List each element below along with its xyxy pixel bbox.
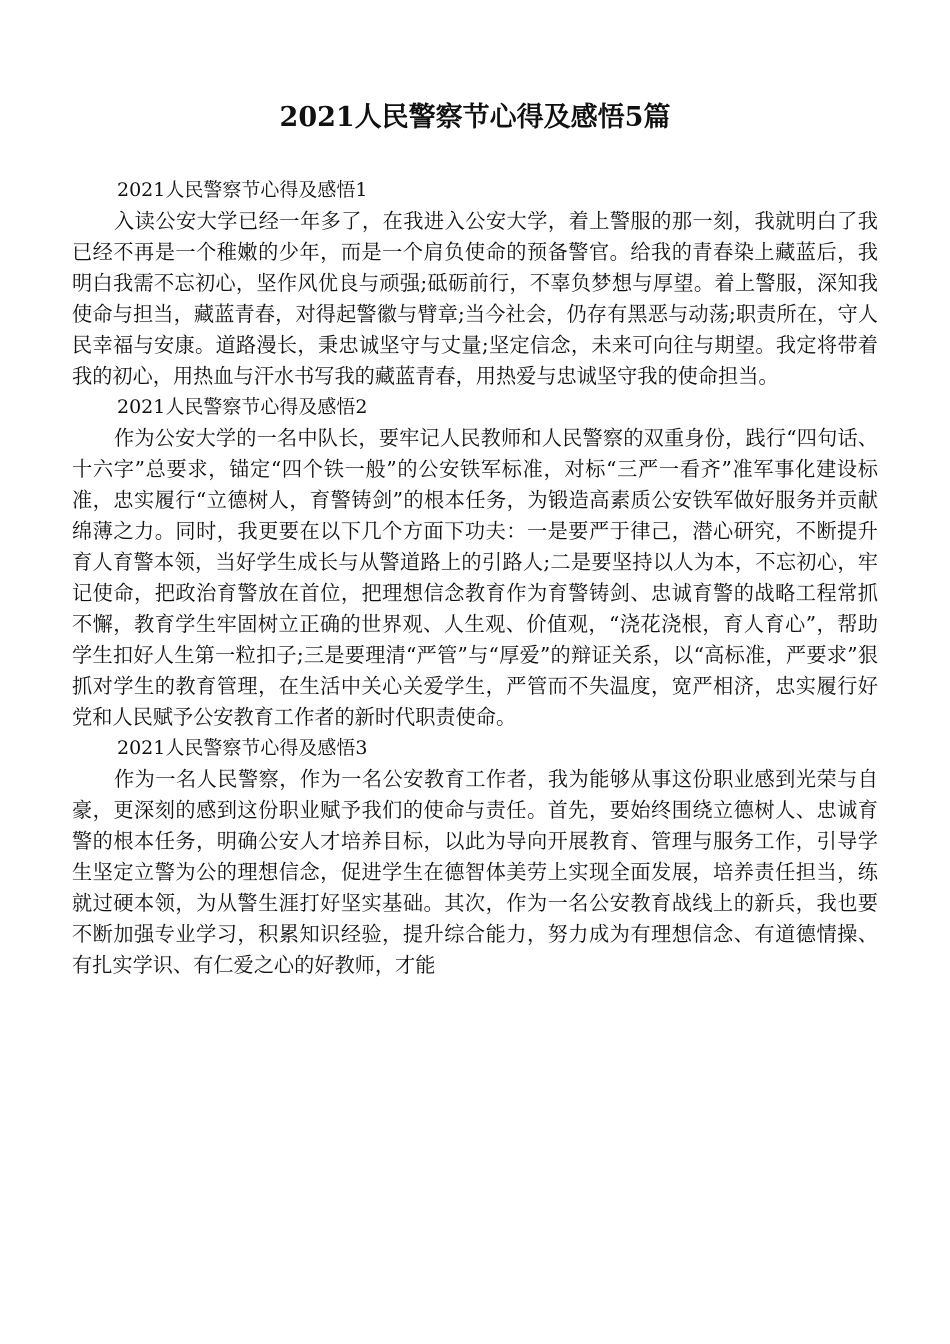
section-heading: 2021人民警察节心得及感悟1 xyxy=(117,179,368,201)
section-3 xyxy=(72,733,878,981)
section-paragraph: 作为一名人民警察，作为一名公安教育工作者，我为能够从事这份职业感到光荣与自豪，更深刻的感到这份职业赋予我们的使命与责任。首先，要始终围绕立德树人、忠诚育警的根本任务，明确公安人才培养目标，以此为导向开展教育、管理与服务工作，引导学生坚定立警为公的理想信念，促进学生在德智体美劳上实现全面发展，培养责任担当，练就过硬本领，为从警生涯打好坚实基础。其次，作为一名公安教育战线上的新兵，我也要不断加强专业学习，积累知识经验，提升综合能力，努力成为有理想信念、有道德情操、有扎实学识、有仁爱之心的好教师，才能 xyxy=(72,767,878,977)
document-title: 2021人民警察节心得及感悟5篇 xyxy=(279,102,671,133)
section-paragraph: 入读公安大学已经一年多了，在我进入公安大学，着上警服的那一刻，我就明白了我已经不再是一个稚嫩的少年，而是一个肩负使命的预备警官。给我的青春染上藏蓝后，我明白我需不忘初心，坚作风优良与顽强;砥砺前行，不辜负梦想与厚望。着上警服，深知我使命与担当，藏蓝青春，对得起警徽与臂章;当今社会，仍存有黑恶与动荡;职责所在，守人民幸福与安康。道路漫长，秉忠诚坚守与丈量;坚定信念，未来可向往与期望。我定将带着我的初心，用热血与汗水书写我的藏蓝青春，用热爱与忠诚坚守我的使命担当。 xyxy=(72,209,878,388)
section-1 xyxy=(72,175,878,392)
section-paragraph: 作为公安大学的一名中队长，要牢记人民教师和人民警察的双重身份，践行“四句话、十六字”总要求，锚定“四个铁一般”的公安铁军标准，对标“三严一看齐”准军事化建设标准，忠实履行“立德树人，育警铸剑”的根本任务，为锻造高素质公安铁军做好服务并贡献绵薄之力。同时，我更要在以下几个方面下功夫：一是要严于律己，潜心研究，不断提升育人育警本领，当好学生成长与从警道路上的引路人;二是要坚持以人为本，不忘初心，牢记使命，把政治育警放在首位，把理想信念教育作为育警铸剑、忠诚育警的战略工程常抓不懈，教育学生牢固树立正确的世界观、人生观、价值观，“浇花浇根，育人育心”，帮助学生扣好人生第一粒扣子;三是要理清“严管”与“厚爱”的辩证关系，以“高标准，严要求”狠抓对学生的教育管理，在生活中关心关爱学生，严管而不失温度，宽严相济，忠实履行好党和人民赋予公安教育工作者的新时代职责使命。 xyxy=(72,426,878,729)
document-page xyxy=(72,92,878,981)
section-2 xyxy=(72,392,878,733)
section-heading: 2021人民警察节心得及感悟2 xyxy=(117,396,368,418)
section-heading: 2021人民警察节心得及感悟3 xyxy=(117,737,368,759)
